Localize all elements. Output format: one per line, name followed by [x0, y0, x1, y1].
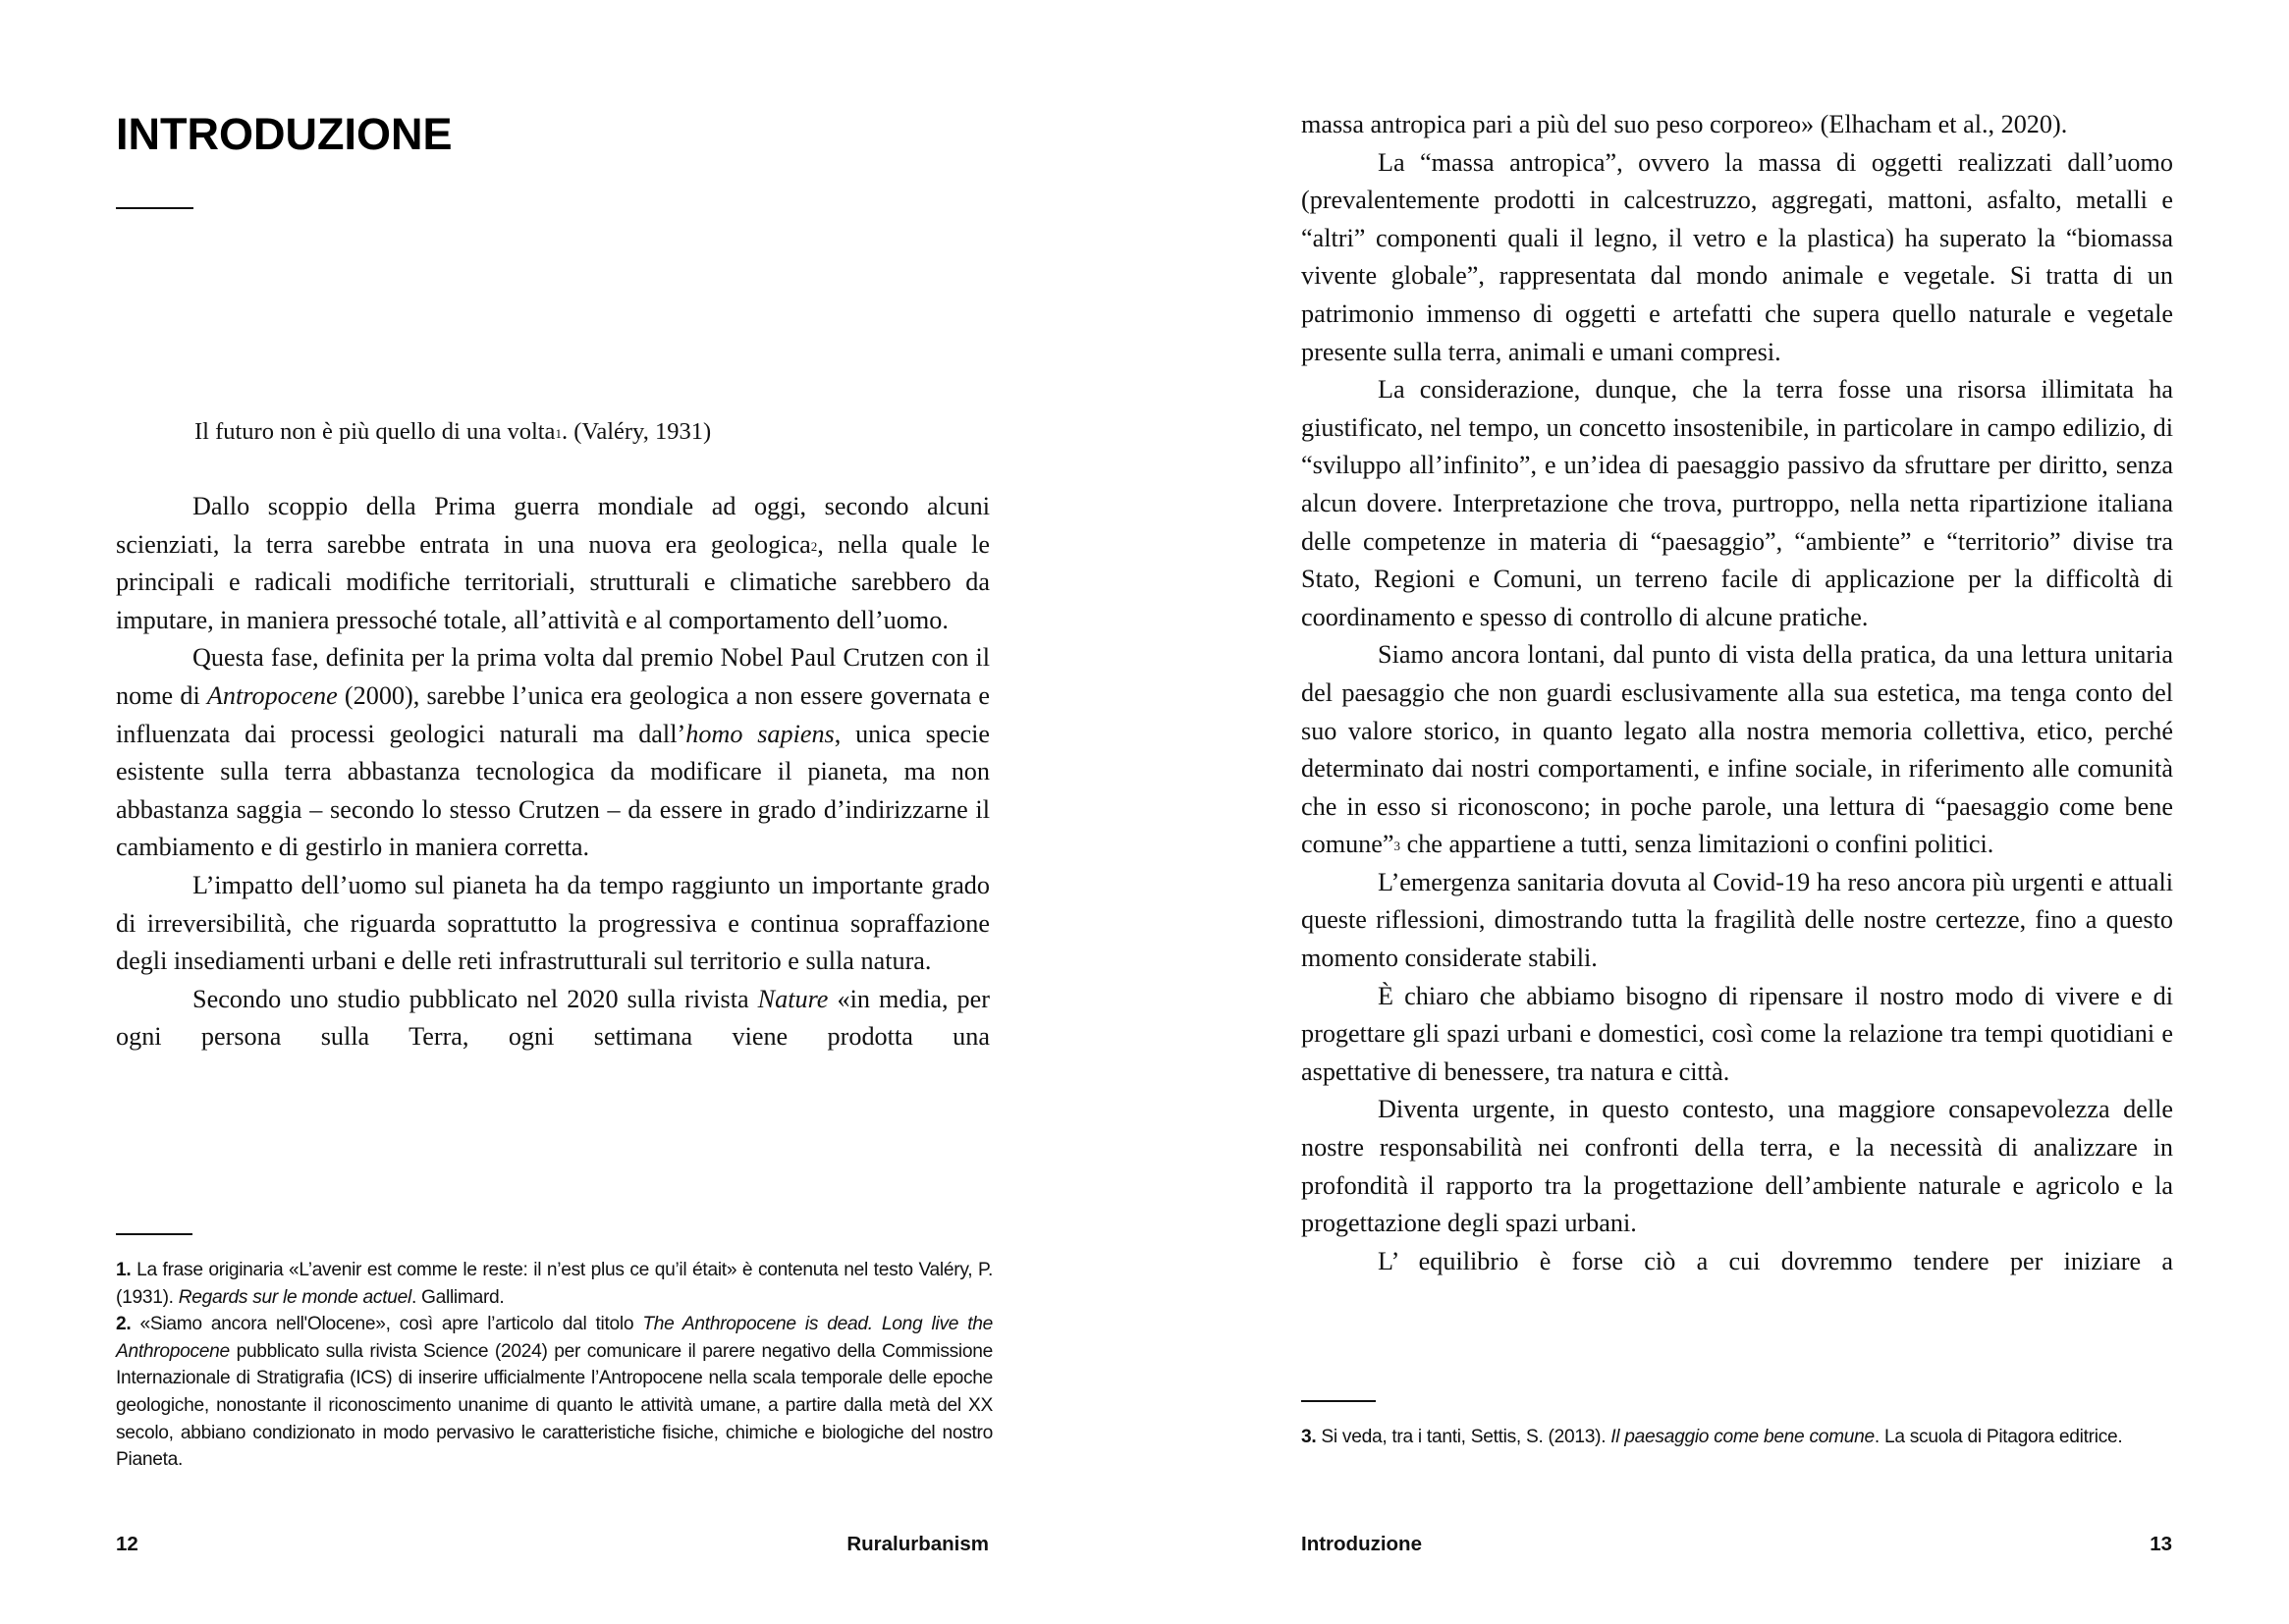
paragraph: L’emergenza sanitaria dovuta al Covid-19 ha reso ancora più urgenti e attuali queste riflessioni, dimostrando tutta la fragilità delle nostre certezze, fino a questo momento considerate stabili. [1301, 867, 2173, 973]
footnote-ref[interactable]: 1 [555, 426, 562, 441]
paragraph: Siamo ancora lontani, dal punto di vista della pratica, da una lettura unitaria del paesaggio che non guardi esclusivamente alla sua estetica, ma tenga conto del suo valore storico, in quanto legato alla nostra memoria collettiva, etico, perché determinato dai nostri comportamenti, e infine sociale, in riferimento alle comunità che in esso si riconoscono; in poche parole, una lettura di “paesaggio come bene comune”$^3$ che appartiene a tutti, senza limitazioni o confini politici. [1301, 640, 2173, 859]
paragraph: L’ equilibrio è forse ciò a cui dovremmo tendere per iniziare a [1378, 1246, 2173, 1275]
footnote-ref[interactable]: 3 [1393, 839, 1401, 854]
footnote: 3. Si veda, tra i tanti, Settis, S. (2013). Il paesaggio come bene comune. La scuola di Pitagora editrice. [1301, 1427, 2123, 1447]
paragraph: Secondo uno studio pubblicato nel 2020 sulla rivista Nature «in media, per ogni persona sulla Terra, ogni settimana viene prodotta una [116, 984, 990, 1052]
paragraph: La “massa antropica”, ovvero la massa di oggetti realizzati dall’uomo (prevalentemente prodotti in calcestruzzo, aggregati, mattoni, asfalto, metalli e “altri” componenti quali il legno, il vetro e la plastica) ha superato la “biomassa vivente globale”, rappresentata dal mondo animale e vegetale. Si tratta di un patrimonio immenso di oggetti e artefatti che supera quello naturale e vegetale presente sulla terra, animali e umani compresi. [1301, 147, 2173, 366]
italic-text: Nature [757, 984, 829, 1013]
footnote-divider [1301, 1400, 1376, 1402]
footnotes [116, 1257, 993, 1474]
epigraph [194, 416, 980, 448]
title-divider [116, 207, 193, 209]
body-text [1301, 106, 2173, 1280]
italic-text: The Anthropocene is dead. Long live the Anthropocene [116, 1314, 993, 1362]
running-head: Introduzione [1301, 1533, 1422, 1555]
italic-text: Antropocene [206, 680, 338, 710]
paragraph: Diventa urgente, in questo contesto, una maggiore consapevolezza delle nostre responsabilità nei confronti della terra, e la necessità di analizzare in profondità il rapporto tra la progettazione dell’ambiente naturale e agricolo e la progettazione degli spazi urbani. [1301, 1095, 2173, 1238]
footnote: 2. «Siamo ancora nell'Olocene», così apre l’articolo dal titolo The Anthropocene is dead. Long live the Anthropocene pubblicato sulla rivista Science (2024) per comunicare il parere negativo della Commissione Internazionale di Stratigrafia (ICS) di inserire ufficialmente l’Antropocene nella scala temporale delle epoche geologiche, nonostante il riconoscimento unanime di quanto le attività umane, a partire dalla metà del XX secolo, abbiano condizionato in modo pervasivo le caratteristiche fisiche, chimiche e biologiche del nostro Pianeta. [116, 1314, 993, 1471]
epigraph-text: Il futuro non è più quello di una volta [194, 418, 556, 445]
paragraph: Dallo scoppio della Prima guerra mondiale ad oggi, secondo alcuni scienziati, la terra sarebbe entrata in una nuova era geologica$^2$, nella quale le principali e radicali modifiche territoriali, strutturali e climatiche sarebbero da imputare, in maniera pressoché totale, all’attività e al comportamento dell’uomo. [116, 492, 990, 634]
footnote-ref[interactable]: 2 [810, 538, 818, 554]
body-text [116, 488, 990, 1056]
paragraph: massa antropica pari a più del suo peso corporeo» (Elhacham et al., 2020). [1301, 110, 2068, 138]
paragraph: Questa fase, definita per la prima volta dal premio Nobel Paul Crutzen con il nome di Antropocene (2000), sarebbe l’unica era geologica a non essere governata e influenzata dai processi geologici naturali ma dall’homo sapiens, unica specie esistente sulla terra abbastanza tecnologica da modificare il pianeta, ma non abbastanza saggia – secondo lo stesso Crutzen – da essere in grado d’indirizzarne il cambiamento e di gestirlo in maniera corretta. [116, 643, 991, 862]
italic-text: Il paesaggio come bene comune [1610, 1427, 1875, 1447]
paragraph: L’impatto dell’uomo sul pianeta ha da tempo raggiunto un importante grado di irreversibilità, che riguarda soprattutto la progressiva e continua sopraffazione degli insediamenti urbani e delle reti infrastrutturali sul territorio e sulla natura. [116, 870, 990, 976]
right-page [1145, 0, 2289, 1624]
chapter-title: INTRODUZIONE [116, 109, 453, 159]
left-page [0, 0, 1144, 1624]
footnote-number: 3. [1301, 1427, 1317, 1447]
epigraph-citation: . (Valéry, 1931) [561, 418, 712, 445]
paragraph: È chiaro che abbiamo bisogno di ripensare il nostro modo di vivere e di progettare gli spazi urbani e domestici, così come la relazione tra tempi quotidiani e aspettative di benessere, tra natura e città. [1301, 981, 2173, 1086]
footnote-divider [116, 1233, 192, 1235]
page-number: 12 [116, 1533, 138, 1555]
running-head: Ruralurbanism [846, 1533, 989, 1555]
italic-text: Regards sur le monde actuel [178, 1286, 411, 1308]
italic-text: homo sapiens [685, 719, 835, 748]
footnote: 1. La frase originaria «L’avenir est comme le reste: il n’est plus ce qu’il était» è contenuta nel testo Valéry, P. (1931). Regards sur le monde actuel. Gallimard. [116, 1260, 993, 1308]
footnote-number: 1. [116, 1260, 132, 1280]
page-number: 13 [2150, 1533, 2172, 1555]
footnote-number: 2. [116, 1314, 132, 1335]
paragraph: La considerazione, dunque, che la terra fosse una risorsa illimitata ha giustificato, nel tempo, un concetto insostenibile, in particolare in campo edilizio, di “sviluppo all’infinito”, e un’idea di paesaggio passivo da sfruttare per diritto, senza alcun dovere. Interpretazione che trova, purtroppo, nella netta ripartizione italiana delle competenze in materia di “paesaggio”, “ambiente” e “territorio” divise tra Stato, Regioni e Comuni, un terreno facile di applicazione per la difficoltà di coordinamento e spesso di controllo di alcune pratiche. [1301, 375, 2173, 631]
footnotes [1301, 1424, 2173, 1451]
